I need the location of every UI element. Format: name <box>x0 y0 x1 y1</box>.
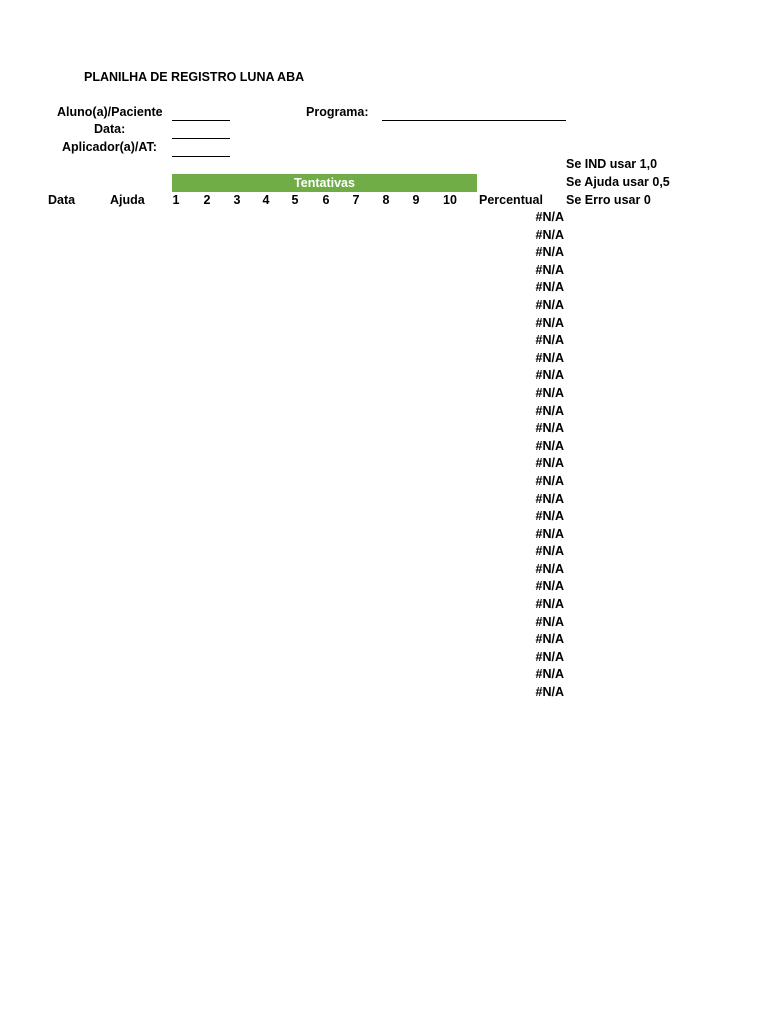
attempt-column-2: 2 <box>203 193 211 207</box>
attempts-group-header: Tentativas <box>172 174 477 192</box>
attempt-column-7: 7 <box>352 193 360 207</box>
percent-cell: #N/A <box>535 456 564 471</box>
attempt-column-10: 10 <box>443 193 457 207</box>
percent-cell: #N/A <box>535 614 564 629</box>
percent-column <box>500 209 564 702</box>
program-field[interactable] <box>382 120 566 121</box>
column-header-percent: Percentual <box>479 193 543 207</box>
student-label: Aluno(a)/Paciente <box>57 105 163 119</box>
percent-cell: #N/A <box>535 227 564 242</box>
percent-cell: #N/A <box>535 403 564 418</box>
percent-cell: #N/A <box>535 667 564 682</box>
attempt-column-3: 3 <box>233 193 241 207</box>
percent-cell: #N/A <box>535 280 564 295</box>
date-field[interactable] <box>172 138 230 139</box>
percent-cell: #N/A <box>535 262 564 277</box>
attempt-column-4: 4 <box>262 193 270 207</box>
legend-ind: Se IND usar 1,0 <box>566 157 658 171</box>
applicator-label: Aplicador(a)/AT: <box>62 140 157 154</box>
percent-cell: #N/A <box>535 561 564 576</box>
percent-cell: #N/A <box>535 685 564 700</box>
student-field[interactable] <box>172 120 230 121</box>
program-label: Programa: <box>306 105 369 119</box>
percent-cell: #N/A <box>535 579 564 594</box>
percent-cell: #N/A <box>535 385 564 400</box>
sheet-title: PLANILHA DE REGISTRO LUNA ABA <box>84 70 305 84</box>
percent-cell: #N/A <box>535 438 564 453</box>
attempt-column-6: 6 <box>322 193 330 207</box>
percent-cell: #N/A <box>535 297 564 312</box>
percent-cell: #N/A <box>535 473 564 488</box>
percent-cell: #N/A <box>535 333 564 348</box>
column-header-date: Data <box>48 193 76 207</box>
column-header-help: Ajuda <box>110 193 145 207</box>
attempt-column-9: 9 <box>412 193 420 207</box>
percent-cell: #N/A <box>535 597 564 612</box>
attempt-column-5: 5 <box>291 193 299 207</box>
date-label: Data: <box>94 122 126 136</box>
percent-cell: #N/A <box>535 421 564 436</box>
percent-cell: #N/A <box>535 368 564 383</box>
percent-cell: #N/A <box>535 632 564 647</box>
percent-cell: #N/A <box>535 491 564 506</box>
percent-cell: #N/A <box>535 649 564 664</box>
percent-cell: #N/A <box>535 315 564 330</box>
attempt-column-1: 1 <box>172 193 180 207</box>
percent-cell: #N/A <box>535 509 564 524</box>
legend-help: Se Ajuda usar 0,5 <box>566 175 670 189</box>
percent-cell: #N/A <box>535 210 564 224</box>
applicator-field[interactable] <box>172 156 230 157</box>
percent-cell: #N/A <box>535 350 564 365</box>
percent-cell: #N/A <box>535 526 564 541</box>
percent-cell: #N/A <box>535 544 564 559</box>
percent-cell: #N/A <box>535 245 564 260</box>
attempt-column-8: 8 <box>382 193 390 207</box>
legend-error: Se Erro usar 0 <box>566 193 651 207</box>
